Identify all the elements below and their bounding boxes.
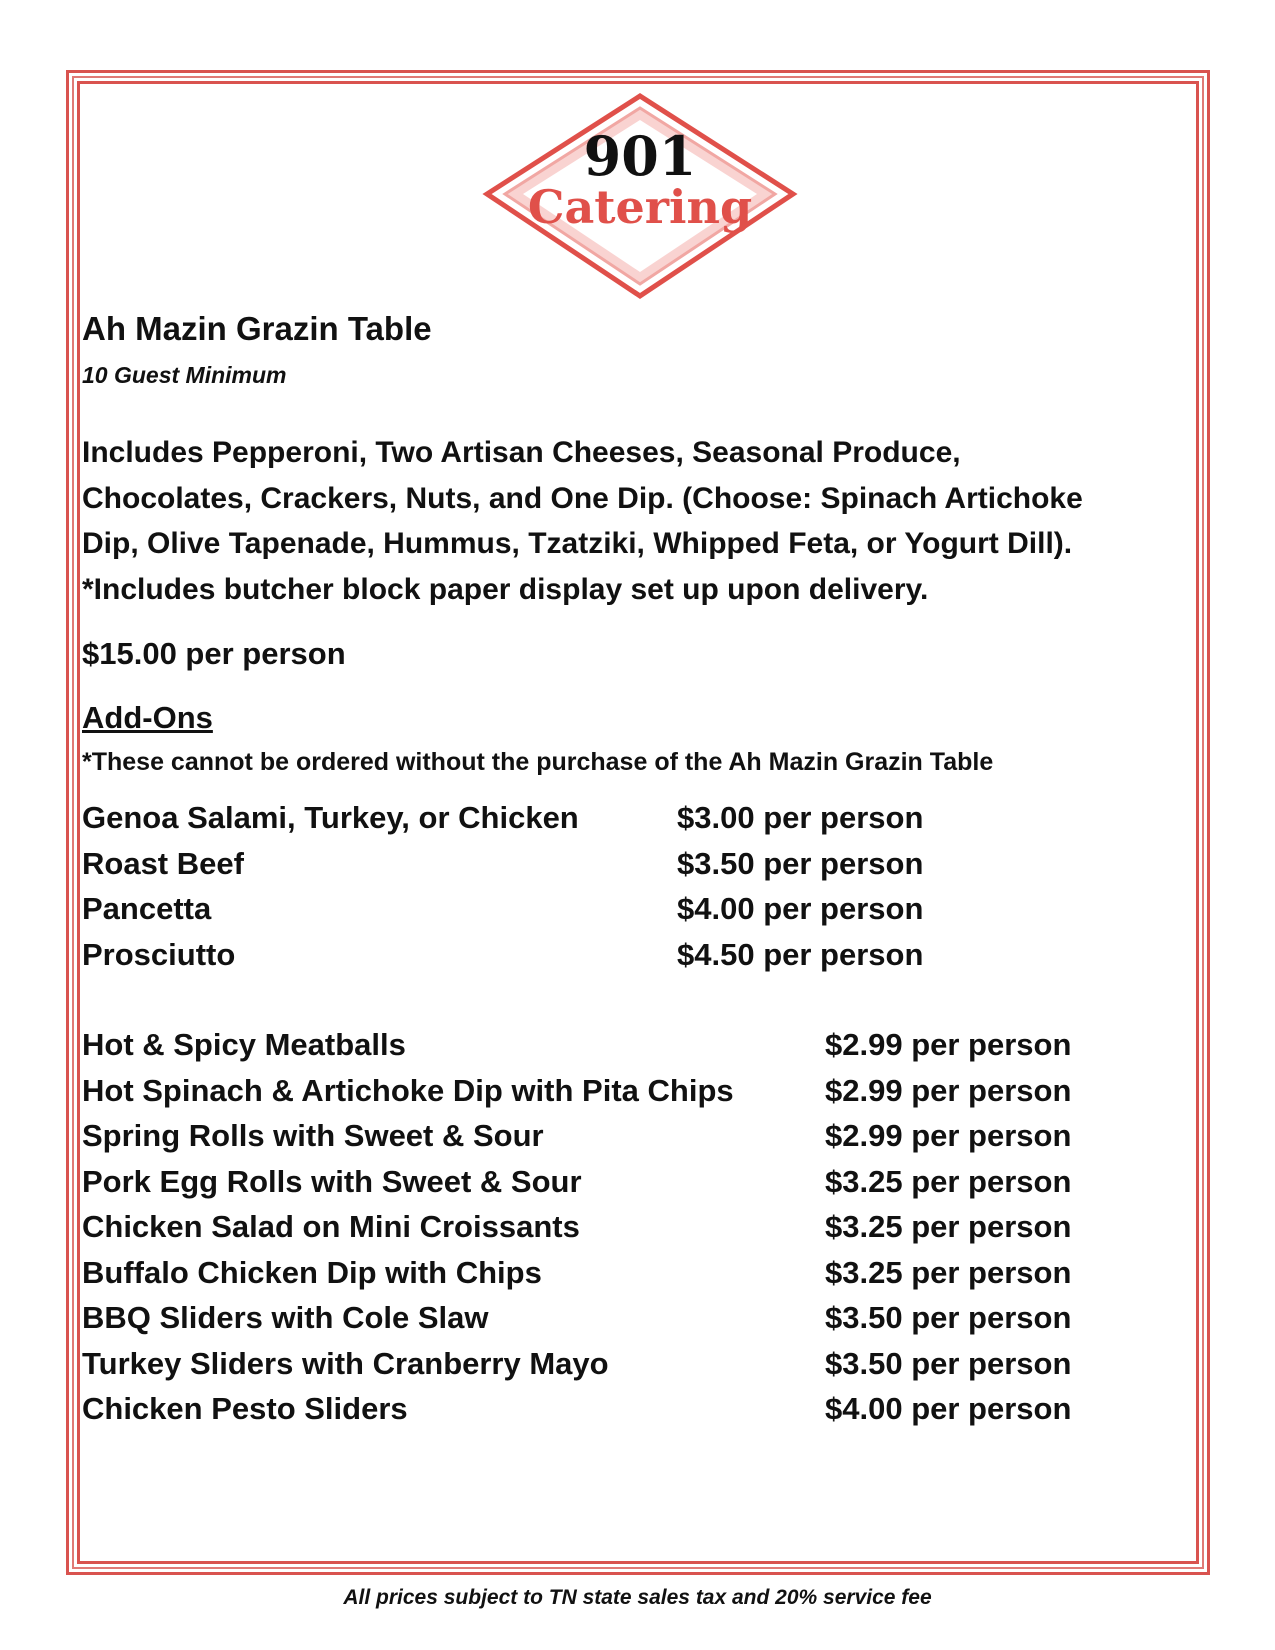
item-price: $3.50 per person bbox=[677, 845, 924, 881]
item-price: $4.50 per person bbox=[677, 936, 924, 972]
addons-heading: Add-Ons bbox=[82, 700, 213, 735]
item-price: $3.50 per person bbox=[825, 1345, 1072, 1381]
item-name: Pancetta bbox=[82, 891, 212, 926]
item-price: $2.99 per person bbox=[825, 1027, 1072, 1062]
item-price: $4.00 per person bbox=[825, 1391, 1072, 1426]
item-name: Spring Rolls with Sweet & Sour bbox=[82, 1118, 544, 1153]
item-name: Turkey Sliders with Cranberry Mayo bbox=[82, 1345, 609, 1381]
item-price: $3.50 per person bbox=[825, 1300, 1072, 1335]
logo-word: Catering bbox=[527, 180, 753, 234]
item-price: $3.25 per person bbox=[825, 1163, 1072, 1199]
item-name: BBQ Sliders with Cole Slaw bbox=[82, 1300, 489, 1335]
pricing-footnote: All prices subject to TN state sales tax and 20% service fee bbox=[343, 1586, 932, 1609]
item-name: Prosciutto bbox=[82, 936, 236, 972]
item-price: $3.00 per person bbox=[677, 800, 924, 835]
item-price: $3.25 per person bbox=[825, 1209, 1072, 1244]
description-line: Includes Pepperoni, Two Artisan Cheeses, Seasonal Produce, bbox=[82, 436, 961, 469]
item-price: $2.99 per person bbox=[825, 1072, 1072, 1108]
description-line: Chocolates, Crackers, Nuts, and One Dip. (Choose: Spinach Artichoke bbox=[82, 481, 1083, 515]
description-line: Dip, Olive Tapenade, Hummus, Tzatziki, Whipped Feta, or Yogurt Dill). bbox=[82, 527, 1073, 560]
item-name: Roast Beef bbox=[82, 845, 244, 881]
item-name: Pork Egg Rolls with Sweet & Sour bbox=[82, 1163, 582, 1199]
item-name: Hot & Spicy Meatballs bbox=[82, 1027, 406, 1062]
description-line: *Includes butcher block paper display set up upon delivery. bbox=[82, 572, 929, 606]
guest-minimum: 10 Guest Minimum bbox=[82, 362, 287, 388]
item-name: Buffalo Chicken Dip with Chips bbox=[82, 1254, 542, 1290]
item-name: Hot Spinach & Artichoke Dip with Pita Chips bbox=[82, 1072, 734, 1108]
menu-title: Ah Mazin Grazin Table bbox=[82, 310, 432, 347]
menu-description bbox=[82, 430, 1182, 612]
item-name: Chicken Salad on Mini Croissants bbox=[82, 1209, 580, 1244]
item-name: Genoa Salami, Turkey, or Chicken bbox=[82, 800, 579, 835]
item-price: $2.99 per person bbox=[825, 1118, 1072, 1153]
addons-note: *These cannot be ordered without the purchase of the Ah Mazin Grazin Table bbox=[82, 748, 994, 776]
item-name: Chicken Pesto Sliders bbox=[82, 1391, 408, 1426]
catering-logo bbox=[475, 90, 805, 310]
item-price: $3.25 per person bbox=[825, 1254, 1072, 1290]
base-price: $15.00 per person bbox=[82, 636, 346, 671]
logo-number: 901 bbox=[583, 124, 697, 188]
item-price: $4.00 per person bbox=[677, 891, 924, 926]
